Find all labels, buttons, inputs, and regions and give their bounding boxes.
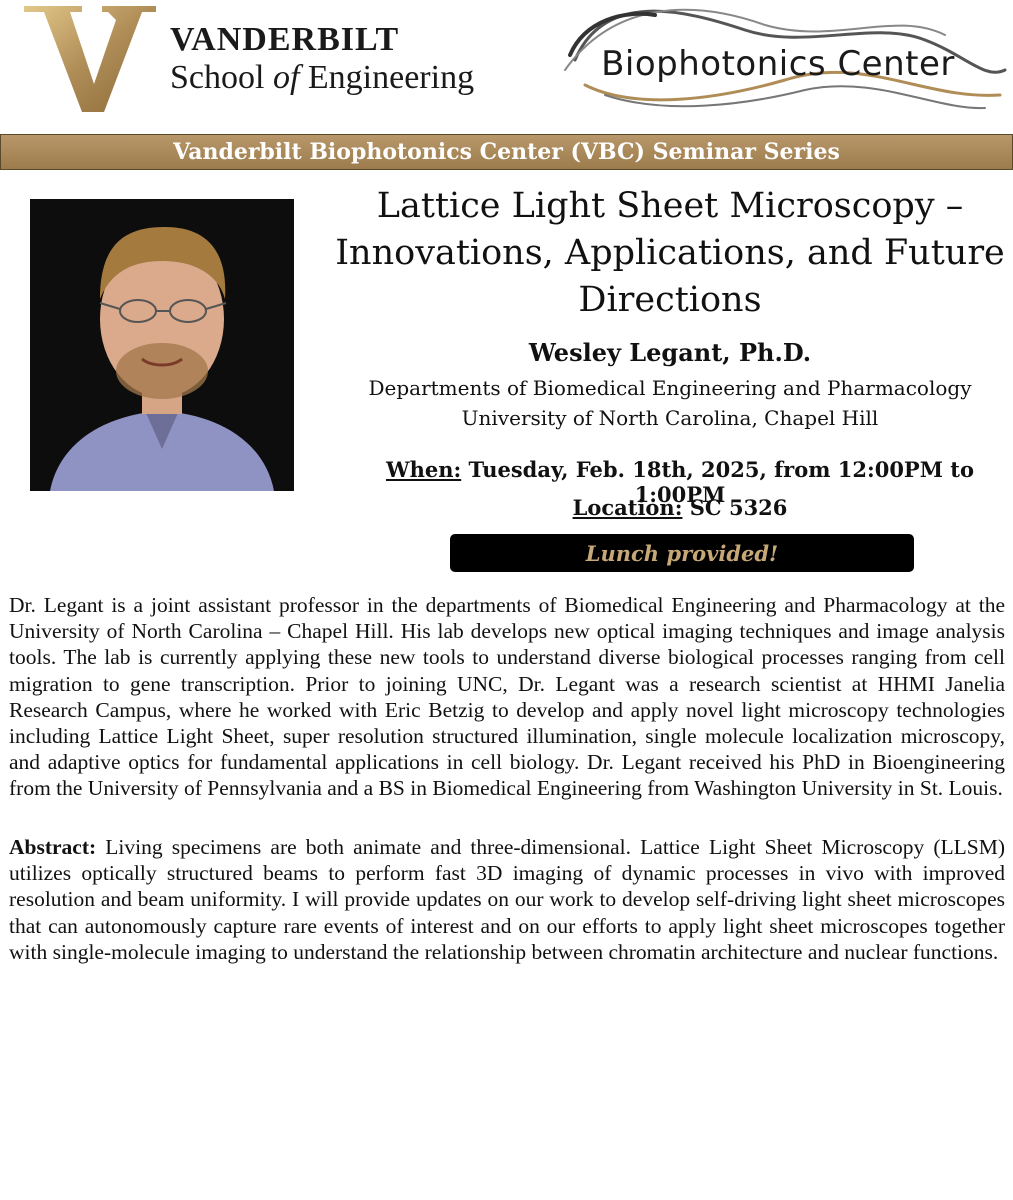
university-line: University of North Carolina, Chapel Hill bbox=[461, 406, 879, 430]
speaker-affiliation bbox=[330, 373, 1010, 433]
abstract-label: Abstract: bbox=[9, 835, 97, 859]
when-value: Tuesday, Feb. 18th, 2025, from 12:00PM to 1:00PM bbox=[468, 457, 974, 507]
banner-text: Vanderbilt Biophotonics Center (VBC) Seminar Series bbox=[173, 139, 840, 165]
location-label: Location: bbox=[572, 495, 683, 520]
seminar-series-banner bbox=[0, 134, 1013, 170]
speaker-photo bbox=[30, 199, 294, 491]
department-line: Departments of Biomedical Engineering and Pharmacology bbox=[368, 376, 972, 400]
speaker-name: Wesley Legant, Ph.D. bbox=[528, 338, 812, 367]
location-value: SC 5326 bbox=[689, 495, 788, 520]
speaker-bio: Dr. Legant is a joint assistant professor in the departments of Biomedical Engineering and Pharmacology at the University of North Carolina – Chapel Hill. His lab develops new optical imaging techniques and image analysis tools. The lab is currently applying these new tools to understand diverse biological processes ranging from cell migration to gene transcription. Prior to joining UNC, Dr. Legant was a research scientist at HHMI Janelia Research Campus, where he worked with Eric Betzig to develop and apply novel light microscopy technologies including Lattice Light Sheet, super resolution structured illumination, single molecule localization microscopy, and adaptive optics for fundamental applications in cell biology. Dr. Legant received his PhD in Bioengineering from the University of Pennsylvania and a BS in Biomedical Engineering from Washington University in St. Louis. bbox=[9, 593, 1005, 801]
talk-title: Lattice Light Sheet Microscopy – Innovations, Applications, and Future Directions bbox=[335, 186, 1005, 320]
biophotonics-center-title: Biophotonics Center bbox=[601, 44, 955, 84]
university-name: VANDERBILT bbox=[170, 21, 400, 58]
vanderbilt-v-logo bbox=[24, 6, 156, 112]
abstract-text: Living specimens are both animate and three-dimensional. Lattice Light Sheet Microscopy (LLSM) utilizes optically structured beams to perform fast 3D imaging of dynamic processes in vivo with improved resolution and beam uniformity. I will provide updates on our work to develop self-driving light sheet microscopes that can autonomously capture rare events of interest and on our efforts to apply light sheet microscopes together with single-molecule imaging to understand the relationship between chromatin architecture and nuclear functions. bbox=[9, 835, 1005, 964]
event-location bbox=[340, 495, 1013, 520]
lunch-badge bbox=[450, 534, 914, 572]
lunch-text: Lunch provided! bbox=[585, 540, 779, 566]
abstract bbox=[9, 834, 1005, 965]
when-label: When: bbox=[385, 457, 462, 482]
school-name: School of Engineering bbox=[170, 59, 475, 96]
university-wordmark bbox=[170, 22, 474, 98]
